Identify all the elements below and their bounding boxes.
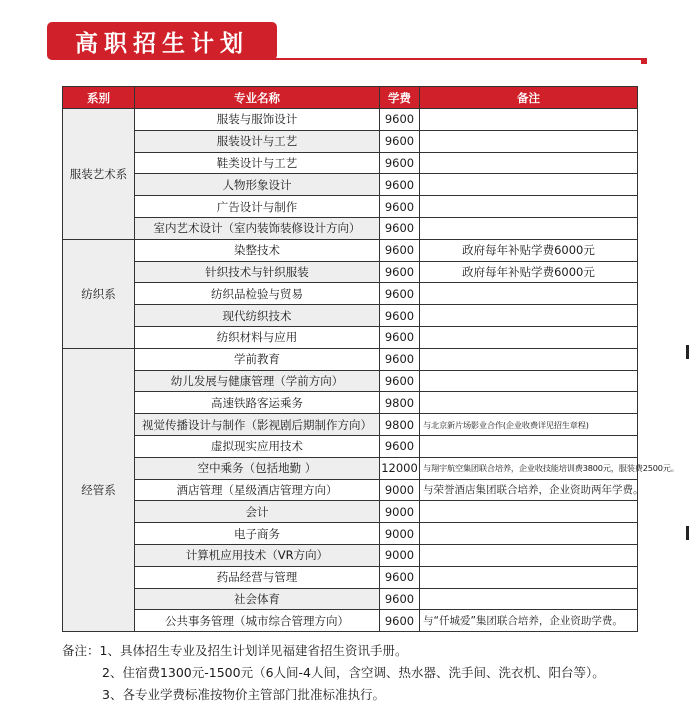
table-row bbox=[63, 239, 638, 261]
major-cell: 服装设计与工艺 bbox=[135, 130, 380, 152]
fee-cell: 12000 bbox=[380, 457, 420, 479]
fee-cell: 9600 bbox=[380, 348, 420, 370]
major-cell: 针织技术与针织服装 bbox=[135, 261, 380, 283]
header-major: 专业名称 bbox=[135, 87, 380, 109]
major-cell: 现代纺织技术 bbox=[135, 305, 380, 327]
notes-prefix: 备注： bbox=[62, 643, 100, 658]
table-row bbox=[63, 435, 638, 457]
table-row bbox=[63, 305, 638, 327]
note-cell bbox=[420, 348, 638, 370]
title-divider bbox=[270, 58, 642, 60]
note-line bbox=[62, 662, 605, 684]
table-row bbox=[63, 217, 638, 239]
title-divider-end bbox=[641, 58, 647, 64]
table-row bbox=[63, 501, 638, 523]
major-cell: 公共事务管理（城市综合管理方向） bbox=[135, 610, 380, 632]
table-row bbox=[63, 566, 638, 588]
major-cell: 鞋类设计与工艺 bbox=[135, 152, 380, 174]
note-cell: 与“仟城爱”集团联合培养，企业资助学费。 bbox=[420, 610, 638, 632]
note-line bbox=[62, 640, 605, 662]
major-cell: 纺织材料与应用 bbox=[135, 326, 380, 348]
major-cell: 药品经营与管理 bbox=[135, 566, 380, 588]
fee-cell: 9600 bbox=[380, 174, 420, 196]
fee-cell: 9000 bbox=[380, 523, 420, 545]
table-row bbox=[63, 370, 638, 392]
table-row bbox=[63, 326, 638, 348]
major-cell: 纺织品检验与贸易 bbox=[135, 283, 380, 305]
table-row bbox=[63, 588, 638, 610]
major-cell: 高速铁路客运乘务 bbox=[135, 392, 380, 414]
note-cell bbox=[420, 523, 638, 545]
note-cell bbox=[420, 196, 638, 218]
table-row bbox=[63, 523, 638, 545]
note-cell bbox=[420, 435, 638, 457]
title-banner bbox=[47, 22, 277, 60]
table-row bbox=[63, 392, 638, 414]
fee-cell: 9600 bbox=[380, 283, 420, 305]
table-row bbox=[63, 479, 638, 501]
table-row bbox=[63, 457, 638, 479]
table-body bbox=[63, 109, 679, 632]
table-row bbox=[63, 196, 638, 218]
note-item: 1、具体招生专业及招生计划详见福建省招生资讯手册。 bbox=[99, 643, 408, 658]
major-cell: 空中乘务（包括地勤 ） bbox=[135, 457, 380, 479]
major-cell: 虚拟现实应用技术 bbox=[135, 435, 380, 457]
note-item: 3、各专业学费标准按物价主管部门批准标准执行。 bbox=[102, 687, 385, 702]
table-row bbox=[63, 152, 638, 174]
table-row bbox=[63, 261, 638, 283]
major-cell: 社会体育 bbox=[135, 588, 380, 610]
note-cell: 政府每年补贴学费6000元 bbox=[420, 239, 638, 261]
note-cell bbox=[420, 305, 638, 327]
table-row bbox=[63, 544, 638, 566]
fee-cell: 9600 bbox=[380, 152, 420, 174]
header-fee: 学费 bbox=[380, 87, 420, 109]
fee-cell: 9600 bbox=[380, 588, 420, 610]
fee-cell: 9600 bbox=[380, 239, 420, 261]
major-cell: 电子商务 bbox=[135, 523, 380, 545]
enrollment-table bbox=[62, 86, 679, 632]
fee-cell: 9000 bbox=[380, 544, 420, 566]
table-header-row bbox=[63, 87, 638, 109]
note-cell bbox=[420, 566, 638, 588]
fee-cell: 9800 bbox=[380, 392, 420, 414]
fee-cell: 9600 bbox=[380, 566, 420, 588]
note-cell bbox=[420, 217, 638, 239]
note-cell bbox=[420, 544, 638, 566]
table-row bbox=[63, 283, 638, 305]
table-row bbox=[63, 348, 638, 370]
major-cell: 服装与服饰设计 bbox=[135, 109, 380, 131]
note-cell bbox=[420, 130, 638, 152]
table-row bbox=[63, 414, 638, 436]
header-note: 备注 bbox=[420, 87, 638, 109]
note-cell bbox=[420, 588, 638, 610]
fee-cell: 9600 bbox=[380, 435, 420, 457]
table-row bbox=[63, 109, 638, 131]
header-department: 系别 bbox=[63, 87, 135, 109]
fee-cell: 9600 bbox=[380, 610, 420, 632]
major-cell: 人物形象设计 bbox=[135, 174, 380, 196]
note-cell bbox=[420, 501, 638, 523]
notes-section bbox=[62, 640, 605, 706]
department-cell: 经管系 bbox=[63, 348, 135, 631]
note-cell bbox=[420, 392, 638, 414]
major-cell: 计算机应用技术（VR方向） bbox=[135, 544, 380, 566]
fee-cell: 9600 bbox=[380, 109, 420, 131]
table-row bbox=[63, 174, 638, 196]
note-cell bbox=[420, 326, 638, 348]
department-cell: 纺织系 bbox=[63, 239, 135, 348]
page-title: 高职招生计划 bbox=[75, 30, 249, 57]
fee-cell: 9600 bbox=[380, 370, 420, 392]
fee-cell: 9600 bbox=[380, 196, 420, 218]
note-line bbox=[62, 684, 605, 706]
fee-cell: 9600 bbox=[380, 326, 420, 348]
major-cell: 视觉传播设计与制作（影视剧后期制作方向） bbox=[135, 414, 380, 436]
department-cell: 服装艺术系 bbox=[63, 109, 135, 240]
major-cell: 酒店管理（星级酒店管理方向） bbox=[135, 479, 380, 501]
major-cell: 幼儿发展与健康管理（学前方向） bbox=[135, 370, 380, 392]
major-cell: 学前教育 bbox=[135, 348, 380, 370]
note-cell bbox=[420, 109, 638, 131]
major-cell: 会计 bbox=[135, 501, 380, 523]
note-item: 2、住宿费1300元-1500元（6人间-4人间，含空调、热水器、洗手间、洗衣机、阳台等）。 bbox=[102, 665, 605, 680]
note-cell bbox=[420, 283, 638, 305]
note-cell bbox=[420, 174, 638, 196]
major-cell: 染整技术 bbox=[135, 239, 380, 261]
fee-cell: 9600 bbox=[380, 261, 420, 283]
major-cell: 室内艺术设计（室内装饰装修设计方向） bbox=[135, 217, 380, 239]
fee-cell: 9600 bbox=[380, 305, 420, 327]
note-cell bbox=[420, 370, 638, 392]
note-cell: 与翔宇航空集团联合培养，企业收技能培训费3800元，服装费2500元。 bbox=[420, 457, 638, 479]
fee-cell: 9600 bbox=[380, 130, 420, 152]
note-cell: 与荣誉酒店集团联合培养，企业资助两年学费。 bbox=[420, 479, 638, 501]
note-cell: 与北京新片场影业合作(企业收费详见招生章程) bbox=[420, 414, 638, 436]
fee-cell: 9000 bbox=[380, 479, 420, 501]
fee-cell: 9600 bbox=[380, 217, 420, 239]
table-row bbox=[63, 610, 638, 632]
note-cell bbox=[420, 152, 638, 174]
fee-cell: 9800 bbox=[380, 414, 420, 436]
table-row bbox=[63, 130, 638, 152]
note-cell: 政府每年补贴学费6000元 bbox=[420, 261, 638, 283]
fee-cell: 9000 bbox=[380, 501, 420, 523]
major-cell: 广告设计与制作 bbox=[135, 196, 380, 218]
